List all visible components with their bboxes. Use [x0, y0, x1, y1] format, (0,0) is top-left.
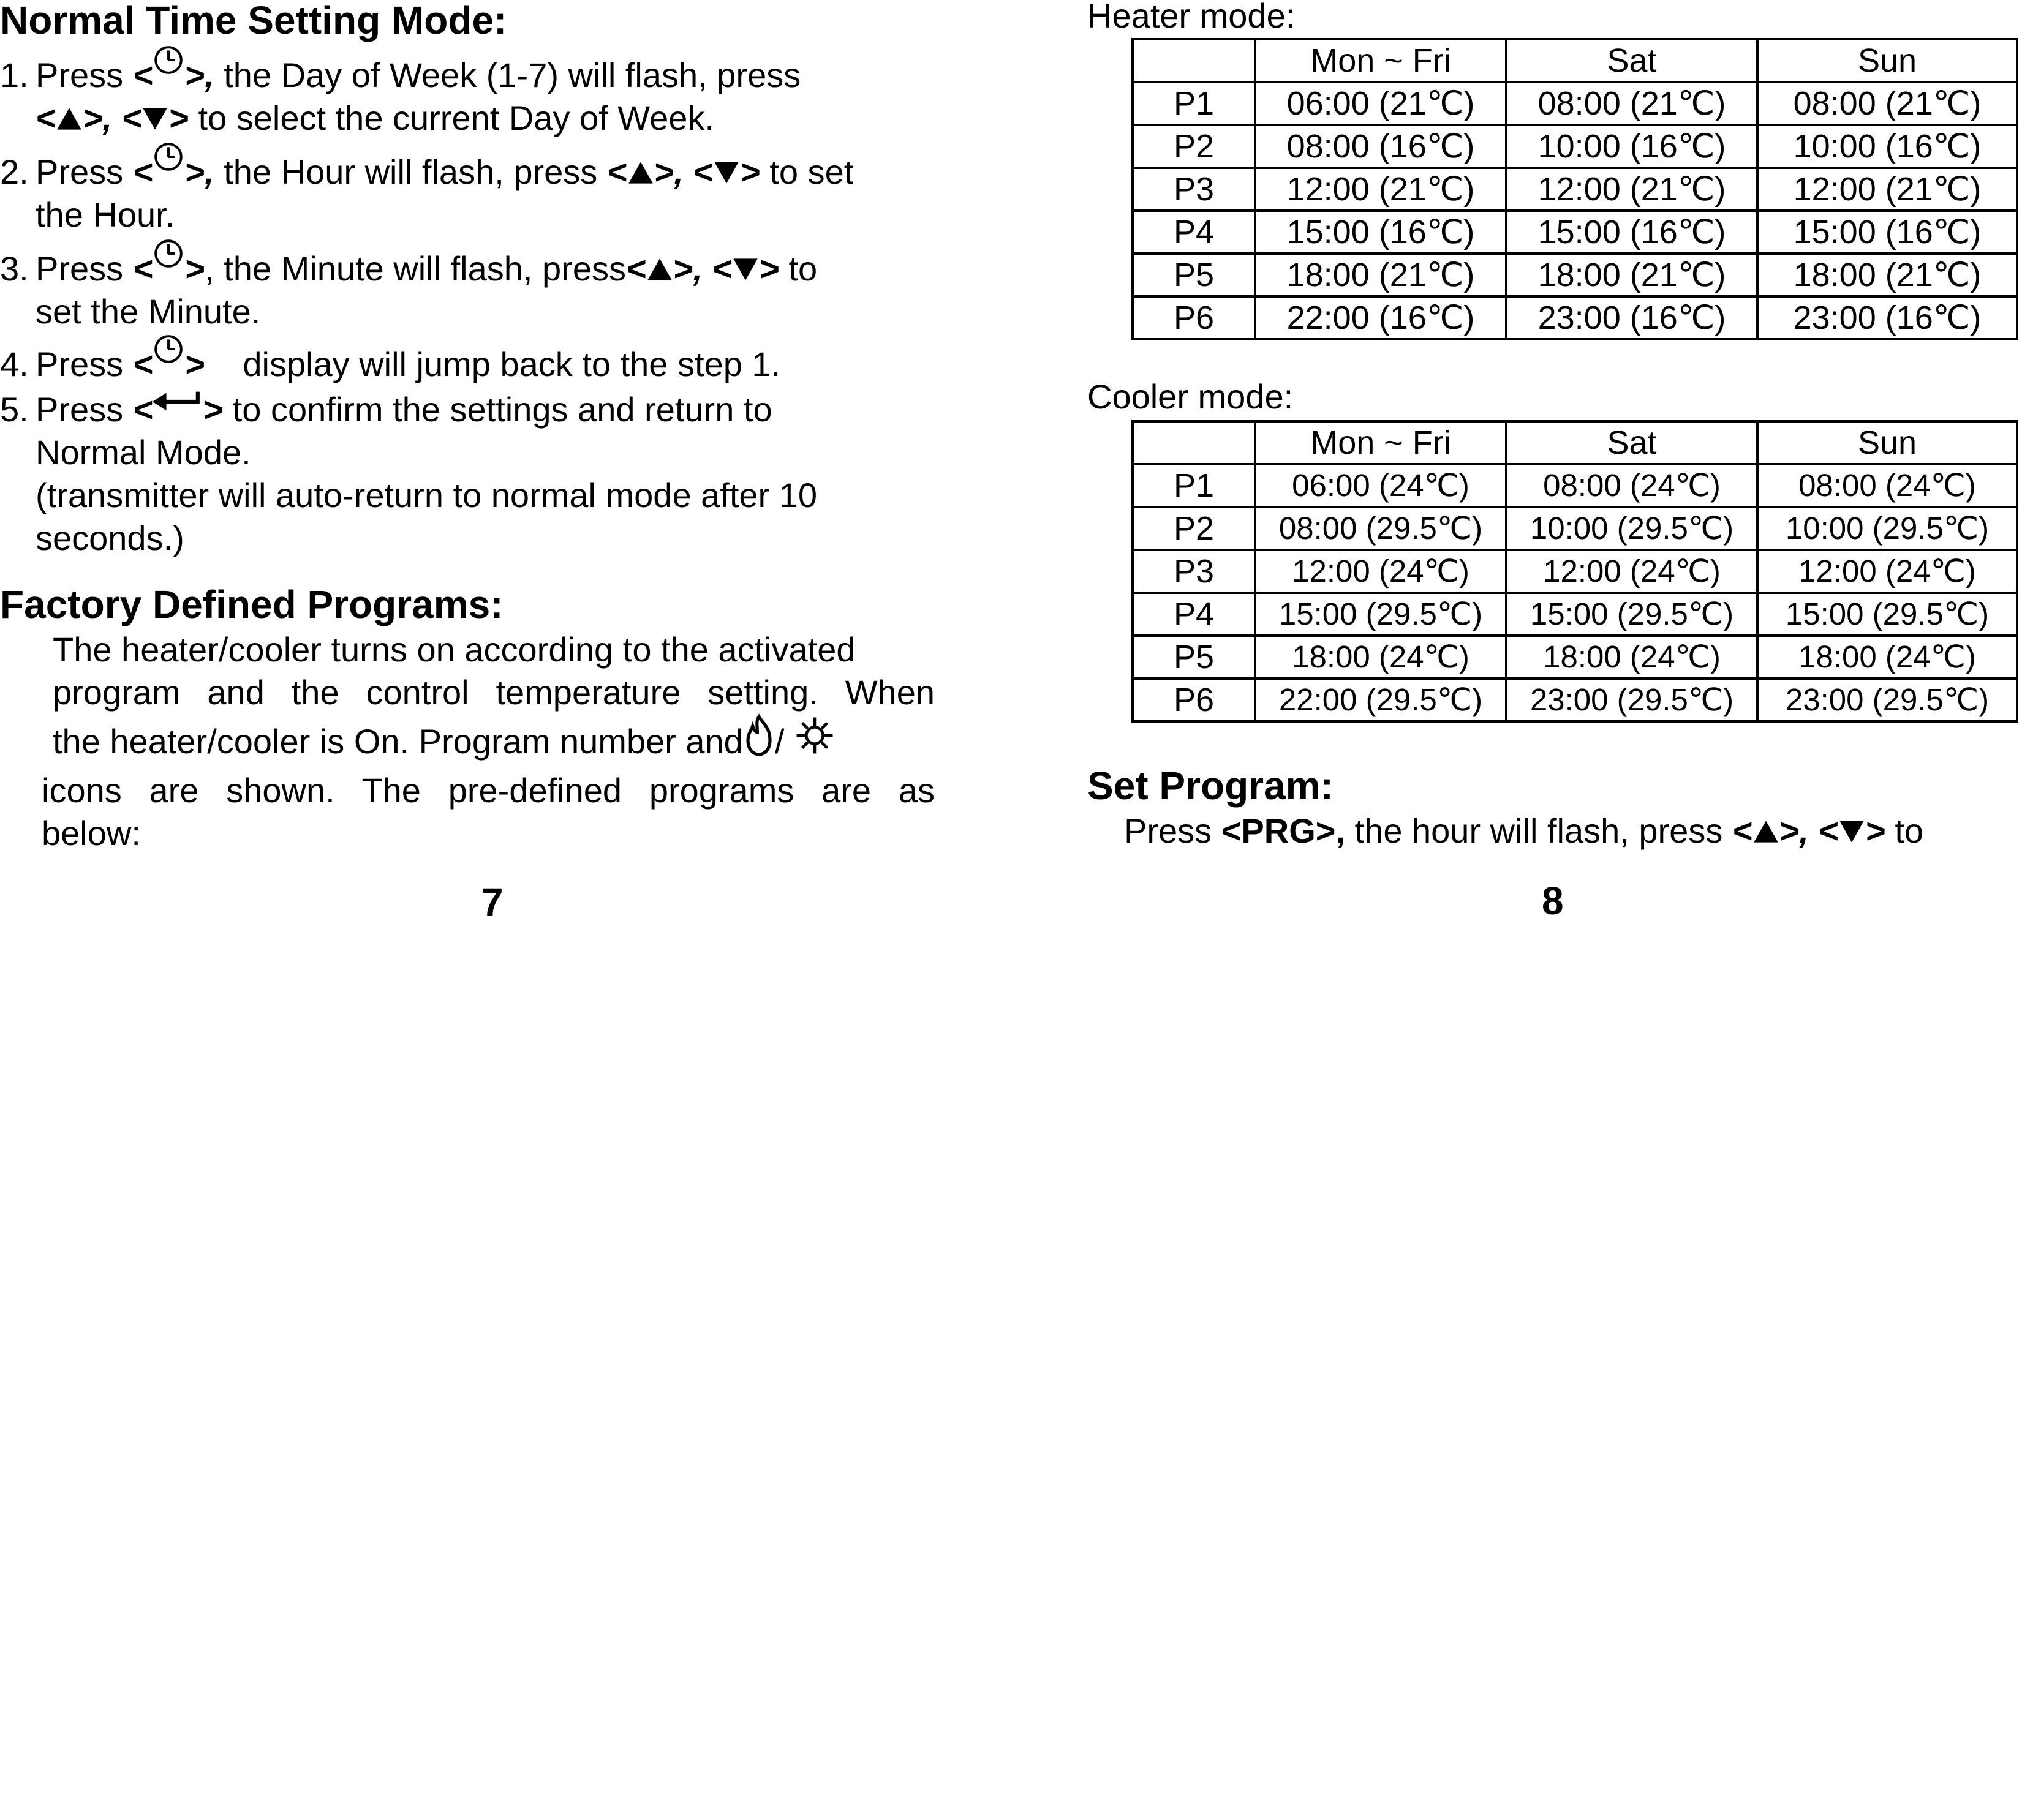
- key-bracket: >: [184, 345, 205, 383]
- snowflake-icon: [794, 715, 836, 756]
- key-bracket: <: [693, 152, 714, 191]
- key-bracket: <: [1732, 811, 1752, 850]
- normal-time-setting-title: Normal Time Setting Mode:: [0, 0, 507, 42]
- table-header-row: [1133, 39, 2017, 82]
- key-bracket: >: [759, 249, 779, 288]
- down-arrow-icon: [732, 256, 759, 283]
- up-arrow-icon: [56, 105, 83, 132]
- program-label: P5: [1133, 636, 1255, 679]
- key-bracket: >,: [654, 152, 684, 191]
- header-cell: Sat: [1506, 39, 1757, 82]
- up-arrow-icon: [1752, 818, 1779, 845]
- press-label: Press: [36, 152, 124, 191]
- table-cell: 23:00 (16℃): [1757, 296, 2017, 339]
- set-program-line: [1124, 810, 2022, 852]
- program-label: P3: [1133, 550, 1255, 593]
- heater-mode-table: [1131, 38, 2018, 340]
- factory-line-3: [53, 720, 935, 766]
- factory-line-1: The heater/cooler turns on according to the activated: [53, 630, 856, 669]
- table-cell: 15:00 (16℃): [1255, 211, 1506, 254]
- table-cell: 15:00 (29.5℃): [1757, 593, 2017, 636]
- factory-line-2: program and the control temperature setting. When: [53, 673, 935, 712]
- table-cell: 12:00 (24℃): [1255, 550, 1506, 593]
- header-cell: Sun: [1757, 39, 2017, 82]
- header-cell: Sun: [1757, 421, 2017, 464]
- table-row: [1133, 211, 2017, 254]
- table-cell: 08:00 (21℃): [1506, 82, 1757, 125]
- step-text: the Minute will flash, press: [224, 249, 626, 288]
- key-bracket: <: [132, 249, 153, 288]
- table-row: [1133, 82, 2017, 125]
- step-text: to: [788, 249, 818, 288]
- key-bracket: <: [121, 99, 142, 137]
- program-label: P5: [1133, 254, 1255, 296]
- table-cell: 23:00 (29.5℃): [1757, 679, 2017, 721]
- punctuation: ,: [205, 249, 214, 288]
- table-cell: 08:00 (29.5℃): [1255, 507, 1506, 550]
- page-number-7: 7: [481, 880, 504, 924]
- key-bracket: >: [740, 152, 760, 191]
- key-bracket: <: [625, 249, 646, 288]
- clock-icon: [153, 141, 184, 173]
- table-cell: 12:00 (24℃): [1506, 550, 1757, 593]
- slash: /: [774, 722, 785, 761]
- step-number: 3.: [0, 249, 29, 288]
- program-label: P3: [1133, 168, 1255, 211]
- table-cell: 10:00 (29.5℃): [1506, 507, 1757, 550]
- step-text: to set: [769, 152, 854, 191]
- key-bracket: <: [132, 345, 153, 383]
- press-label: Press: [36, 390, 124, 429]
- step-number: 4.: [0, 345, 29, 383]
- step-text: the Hour will flash, press: [224, 152, 598, 191]
- table-cell: 22:00 (29.5℃): [1255, 679, 1506, 721]
- set-program-text: the hour will flash, press: [1354, 811, 1723, 850]
- program-label: P1: [1133, 464, 1255, 507]
- key-bracket: <: [606, 152, 627, 191]
- press-label: Press: [1124, 811, 1212, 850]
- step-number: 2.: [0, 152, 29, 191]
- program-label: P2: [1133, 507, 1255, 550]
- step-text: to select the current Day of Week.: [198, 99, 714, 137]
- program-label: P1: [1133, 82, 1255, 125]
- step-text: display will jump back to the step 1.: [243, 345, 781, 383]
- step-note: (transmitter will auto-return to normal mode after 10: [36, 476, 818, 514]
- key-bracket: >,: [82, 99, 112, 137]
- table-row: [1133, 679, 2017, 721]
- program-label: P6: [1133, 296, 1255, 339]
- flame-icon: [743, 713, 775, 758]
- set-program-tail: to: [1895, 811, 1924, 850]
- program-label: P4: [1133, 211, 1255, 254]
- table-cell: 15:00 (29.5℃): [1506, 593, 1757, 636]
- table-row: [1133, 168, 2017, 211]
- table-row: [1133, 593, 2017, 636]
- step-note: seconds.): [36, 519, 184, 557]
- table-cell: 06:00 (24℃): [1255, 464, 1506, 507]
- table-cell: 10:00 (29.5℃): [1757, 507, 2017, 550]
- down-arrow-icon: [1838, 818, 1865, 845]
- table-row: [1133, 550, 2017, 593]
- table-cell: 06:00 (21℃): [1255, 82, 1506, 125]
- table-cell: 12:00 (21℃): [1757, 168, 2017, 211]
- program-label: P6: [1133, 679, 1255, 721]
- table-cell: 08:00 (21℃): [1757, 82, 2017, 125]
- table-cell: 23:00 (16℃): [1506, 296, 1757, 339]
- table-cell: 15:00 (29.5℃): [1255, 593, 1506, 636]
- up-arrow-icon: [627, 159, 654, 186]
- header-cell: Mon ~ Fri: [1255, 421, 1506, 464]
- down-arrow-icon: [141, 105, 168, 132]
- press-label: Press: [36, 345, 124, 383]
- header-cell: Mon ~ Fri: [1255, 39, 1506, 82]
- table-cell: 10:00 (16℃): [1757, 125, 2017, 168]
- prg-key: <PRG>,: [1221, 811, 1346, 850]
- step-text: the Day of Week (1-7) will flash, press: [224, 56, 801, 94]
- key-bracket: <: [1818, 811, 1839, 850]
- factory-line-4: icons are shown. The pre-defined programs are as: [42, 771, 935, 810]
- clock-icon: [153, 238, 184, 269]
- key-bracket: >,: [673, 249, 703, 288]
- table-row: [1133, 254, 2017, 296]
- heater-mode-caption: Heater mode:: [1087, 0, 1296, 35]
- key-bracket: >,: [184, 56, 214, 94]
- table-cell: 18:00 (24℃): [1506, 636, 1757, 679]
- table-cell: 18:00 (24℃): [1255, 636, 1506, 679]
- key-bracket: >,: [1779, 811, 1809, 850]
- step-text: Normal Mode.: [36, 433, 251, 472]
- header-cell: [1133, 39, 1255, 82]
- cooler-mode-table: [1131, 420, 2018, 723]
- header-cell: Sat: [1506, 421, 1757, 464]
- key-bracket: <: [132, 390, 153, 429]
- table-cell: 18:00 (21℃): [1255, 254, 1506, 296]
- table-cell: 23:00 (29.5℃): [1506, 679, 1757, 721]
- key-bracket: <: [712, 249, 733, 288]
- table-cell: 15:00 (16℃): [1757, 211, 2017, 254]
- key-bracket: >: [203, 390, 224, 429]
- table-cell: 08:00 (24℃): [1506, 464, 1757, 507]
- key-bracket: >,: [184, 152, 214, 191]
- key-bracket: >: [1865, 811, 1885, 850]
- table-cell: 12:00 (21℃): [1255, 168, 1506, 211]
- table-cell: 10:00 (16℃): [1506, 125, 1757, 168]
- key-bracket: <: [36, 99, 56, 137]
- table-cell: 12:00 (21℃): [1506, 168, 1757, 211]
- table-cell: 12:00 (24℃): [1757, 550, 2017, 593]
- down-arrow-icon: [713, 159, 740, 186]
- key-bracket: <: [132, 152, 153, 191]
- press-label: Press: [36, 249, 124, 288]
- key-bracket: >: [184, 249, 205, 288]
- program-label: P4: [1133, 593, 1255, 636]
- table-row: [1133, 125, 2017, 168]
- cooler-mode-caption: Cooler mode:: [1087, 377, 1294, 416]
- table-header-row: [1133, 421, 2017, 464]
- table-cell: 15:00 (16℃): [1506, 211, 1757, 254]
- set-program-title: Set Program:: [1087, 764, 1334, 808]
- table-cell: 22:00 (16℃): [1255, 296, 1506, 339]
- table-row: [1133, 507, 2017, 550]
- table-row: [1133, 464, 2017, 507]
- program-label: P2: [1133, 125, 1255, 168]
- table-row: [1133, 296, 2017, 339]
- factory-programs-title: Factory Defined Programs:: [0, 582, 504, 626]
- factory-text: the heater/cooler is On. Program number and: [53, 722, 743, 761]
- table-cell: 18:00 (21℃): [1757, 254, 2017, 296]
- step-text: set the Minute.: [36, 292, 261, 331]
- step-text: to confirm the settings and return to: [232, 390, 772, 429]
- clock-icon: [153, 44, 184, 76]
- key-bracket: >: [168, 99, 189, 137]
- header-cell: [1133, 421, 1255, 464]
- step-number: 5.: [0, 390, 29, 429]
- table-cell: 18:00 (24℃): [1757, 636, 2017, 679]
- page-number-8: 8: [1542, 879, 1564, 923]
- table-cell: 08:00 (16℃): [1255, 125, 1506, 168]
- key-bracket: <: [132, 56, 153, 94]
- table-row: [1133, 636, 2017, 679]
- clock-icon: [153, 333, 184, 365]
- factory-line-5: below:: [42, 814, 141, 852]
- step-text: the Hour.: [36, 195, 175, 234]
- step-number: 1.: [0, 56, 29, 94]
- table-cell: 18:00 (21℃): [1506, 254, 1757, 296]
- enter-return-icon: [153, 388, 203, 415]
- press-label: Press: [36, 56, 124, 94]
- table-cell: 08:00 (24℃): [1757, 464, 2017, 507]
- up-arrow-icon: [646, 256, 673, 283]
